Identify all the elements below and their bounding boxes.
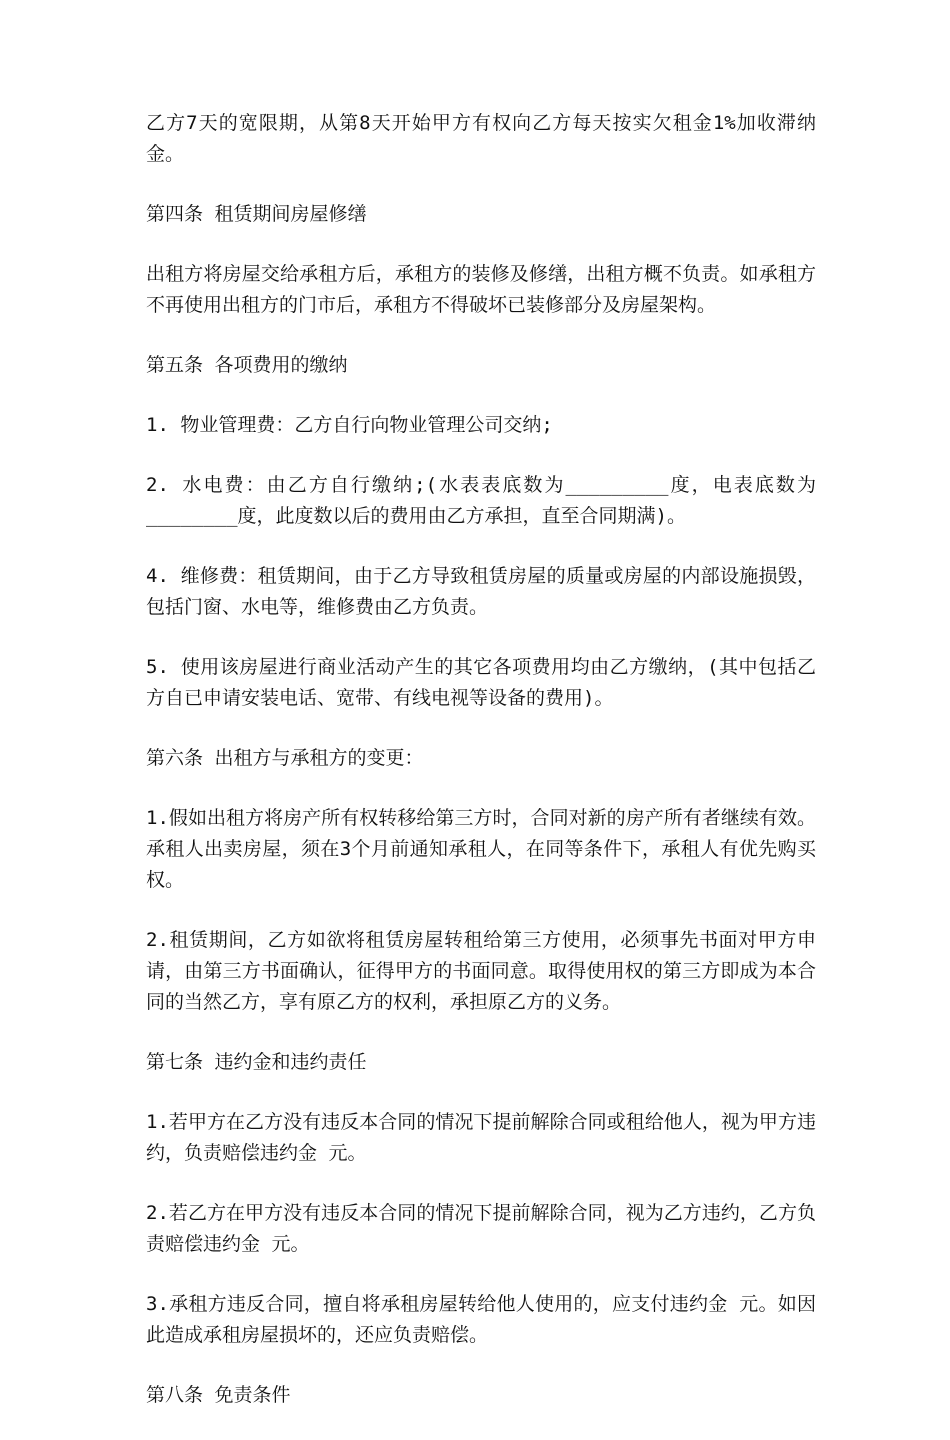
paragraph-lessor-breach: 1.若甲方在乙方没有违反本合同的情况下提前解除合同或租给他人，视为甲方违约，负责赔偿违约金 元。: [146, 1111, 816, 1164]
paragraph-lessee-breach: 2.若乙方在甲方没有违反本合同的情况下提前解除合同，视为乙方违约，乙方负责赔偿违约金 元。: [146, 1202, 816, 1255]
paragraph-late-fee: 乙方7天的宽限期，从第8天开始甲方有权向乙方每天按实欠租金1%加收滞纳金。: [146, 112, 816, 165]
heading-article-7: 第七条 违约金和违约责任: [146, 1051, 367, 1073]
heading-article-6: 第六条 出租方与承租方的变更：: [146, 747, 424, 769]
paragraph-unauthorized-sublet: 3.承租方违反合同，擅自将承租房屋转给他人使用的，应支付违约金 元。如因此造成承租房屋损坏的，还应负责赔偿。: [146, 1293, 816, 1346]
paragraph-maintenance-fee: 4. 维修费：租赁期间，由于乙方导致租赁房屋的质量或房屋的内部设施损毁，包括门窗、水电等，维修费由乙方负责。: [146, 565, 816, 618]
paragraph-repairs: 出租方将房屋交给承租方后，承租方的装修及修缮，出租方概不负责。如承租方不再使用出租方的门市后，承租方不得破坏已装修部分及房屋架构。: [146, 263, 816, 316]
heading-article-5: 第五条 各项费用的缴纳: [146, 354, 348, 376]
paragraph-property-fee: 1. 物业管理费：乙方自行向物业管理公司交纳;: [146, 414, 553, 436]
paragraph-other-fees: 5. 使用该房屋进行商业活动产生的其它各项费用均由乙方缴纳，(其中包括乙方自已申请安装电话、宽带、有线电视等设备的费用)。: [146, 656, 816, 709]
paragraph-sublease: 2.租赁期间，乙方如欲将租赁房屋转租给第三方使用，必须事先书面对甲方申请，由第三方书面确认，征得甲方的书面同意。取得使用权的第三方即成为本合同的当然乙方，享有原乙方的权利，承担原乙方的义务。: [146, 929, 816, 1013]
heading-article-4: 第四条 租赁期间房屋修缮: [146, 203, 367, 225]
document-body: [146, 108, 816, 1440]
paragraph-ownership-transfer: 1.假如出租方将房产所有权转移给第三方时，合同对新的房产所有者继续有效。承租人出卖房屋，须在3个月前通知承租人，在同等条件下，承租人有优先购买权。: [146, 807, 816, 891]
paragraph-utilities: 2. 水电费：由乙方自行缴纳;(水表表底数为_________度，电表底数为________度，此度数以后的费用由乙方承担，直至合同期满)。: [146, 474, 816, 527]
heading-article-8: 第八条 免责条件: [146, 1384, 291, 1406]
